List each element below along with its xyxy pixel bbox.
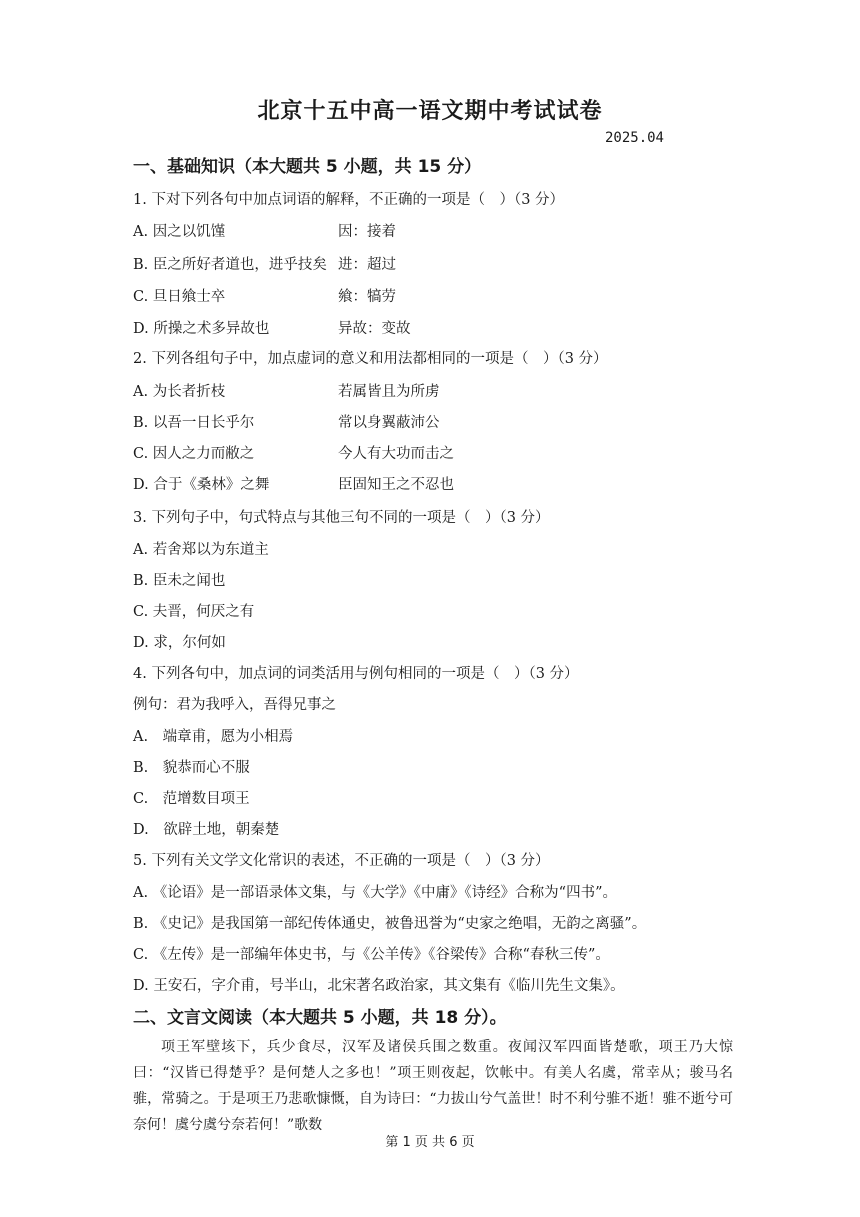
question-5-option: D. 王安石，字介甫，号半山，北宋著名政治家，其文集有《临川先生文集》。 (133, 978, 625, 994)
question-3-option: D. 求，尔何如 (133, 635, 226, 651)
question-2-option: A. 为长者折枝 若属皆且为所虏 (133, 384, 440, 400)
question-4-example: 例句：君为我呼入，吾得兄事之 (133, 697, 336, 713)
section-2-heading: 二、文言文阅读（本大题共 5 小题，共 18 分）。 (133, 1008, 507, 1028)
question-1-option: C. 旦日飨士卒 飨：犒劳 (133, 289, 396, 305)
question-5-option: A. 《论语》是一部语录体文集，与《大学》《中庸》《诗经》合称为“四书”。 (133, 885, 618, 901)
question-2-option: D. 合于《桑林》之舞 臣固知王之不忍也 (133, 477, 454, 493)
question-4-option: C. 范增数目项王 (133, 791, 250, 807)
question-5-stem: 5. 下列有关文学文化常识的表述，不正确的一项是（ ）（3 分） (133, 853, 550, 869)
question-3-option: B. 臣未之闻也 (133, 573, 226, 589)
question-5-option: C. 《左传》是一部编年体史书，与《公羊传》《谷梁传》合称“春秋三传”。 (133, 947, 610, 963)
page-footer: 第 1 页 共 6 页 (385, 1135, 475, 1150)
question-1-option: D. 所操之术多异故也 异故：变故 (133, 321, 411, 337)
question-3-stem: 3. 下列句子中，句式特点与其他三句不同的一项是（ ）（3 分） (133, 510, 550, 526)
page-title: 北京十五中高一语文期中考试试卷 (257, 99, 603, 124)
question-3-option: C. 夫晋，何厌之有 (133, 604, 255, 620)
question-4-option: D. 欲辟土地，朝秦楚 (133, 822, 280, 838)
question-3-option: A. 若舍郑以为东道主 (133, 542, 269, 558)
question-1-option: B. 臣之所好者道也，进乎技矣 进：超过 (133, 257, 396, 273)
section-1-heading: 一、基础知识（本大题共 5 小题，共 15 分） (133, 157, 482, 177)
question-1-option: A. 因之以饥馑 因：接着 (133, 224, 396, 240)
question-4-option: A. 端章甫，愿为小相焉 (133, 729, 294, 745)
question-4-option: B. 貌恭而心不服 (133, 760, 250, 776)
question-2-option: B. 以吾一日长乎尔 常以身翼蔽沛公 (133, 415, 440, 431)
exam-date: 2025.04 (604, 130, 664, 146)
question-2-stem: 2. 下列各组句子中，加点虚词的意义和用法都相同的一项是（ ）（3 分） (133, 351, 608, 367)
question-2-option: C. 因人之力而敝之 今人有大功而击之 (133, 446, 454, 462)
classical-passage: 项王军壁垓下，兵少食尽，汉军及诸侯兵围之数重。夜闻汉军四面皆楚歌，项王乃大惊曰：“汉皆已得楚乎？是何楚人之多也！”项王则夜起，饮帐中。有美人名虞，常幸从；骏马名骓，常骑之。于是项王乃悲歌慷慨，自为诗曰：“力拔山兮气盖世！时不利兮骓不逝！骓不逝兮可奈何！虞兮虞兮奈若何！”歌数 (133, 1039, 733, 1133)
question-1-stem: 1. 下对下列各句中加点词语的解释，不正确的一项是（ ）（3 分） (133, 192, 565, 208)
question-4-stem: 4. 下列各句中，加点词的词类活用与例句相同的一项是（ ）（3 分） (133, 666, 579, 682)
question-5-option: B. 《史记》是我国第一部纪传体通史，被鲁迅誉为“史家之绝唱，无韵之离骚”。 (133, 916, 647, 932)
